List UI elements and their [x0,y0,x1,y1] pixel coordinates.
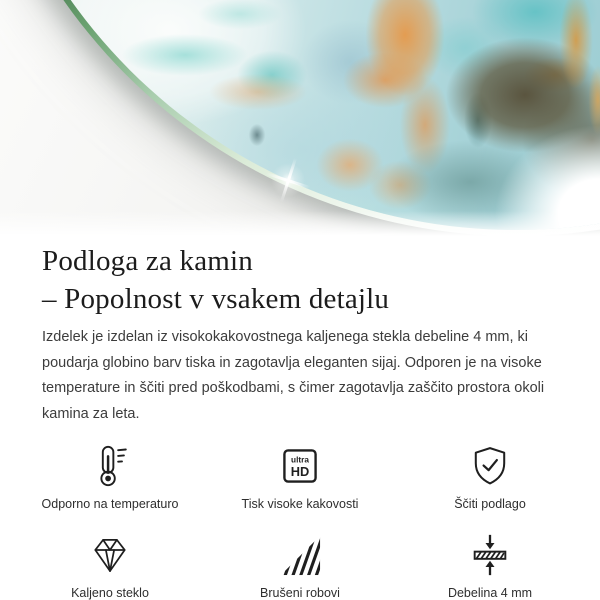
page-title-line-1: Podloga za kamin [42,245,253,277]
polished-edges-icon [278,530,322,580]
thickness-icon [467,530,513,580]
features-grid [15,441,585,600]
product-info-section [0,242,600,427]
feature-label: Odporno na temperaturo [41,497,179,511]
feature-item-protection [395,441,585,512]
feature-label: Tisk visoke kakovosti [241,497,359,511]
feature-label: Ščiti podlago [454,497,526,511]
page-title [42,242,558,318]
feature-label: Kaljeno steklo [71,586,149,600]
thermometer-icon [87,441,133,491]
diamond-icon [88,530,132,580]
ultra-hd-badge-text-top: ultra [291,455,309,465]
shield-check-icon [468,441,512,491]
feature-item-thickness [395,530,585,600]
page-title-line-2: – Popolnost v vsakem detajlu [42,283,390,315]
feature-item-print-quality [205,441,395,512]
feature-item-tempered-glass [15,530,205,600]
ultra-hd-badge-icon [278,441,322,491]
feature-item-polished-edges [205,530,395,600]
feature-label: Brušeni robovi [260,586,340,600]
ultra-hd-badge-text-bottom: HD [290,464,310,480]
hero-image [0,0,600,238]
feature-item-temperature [15,441,205,512]
feature-label: Debelina 4 mm [447,586,533,600]
product-description: Izdelek je izdelan iz visokokakovostnega kaljenega stekla debeline 4 mm, ki poudarja globino barv tiska in zagotavlja eleganten sijaj. Odporen je na visoke temperature in ščiti pred poškodbami, s čimer zagotavlja zaščito prostora okoli kamina za leta. [42,329,545,422]
